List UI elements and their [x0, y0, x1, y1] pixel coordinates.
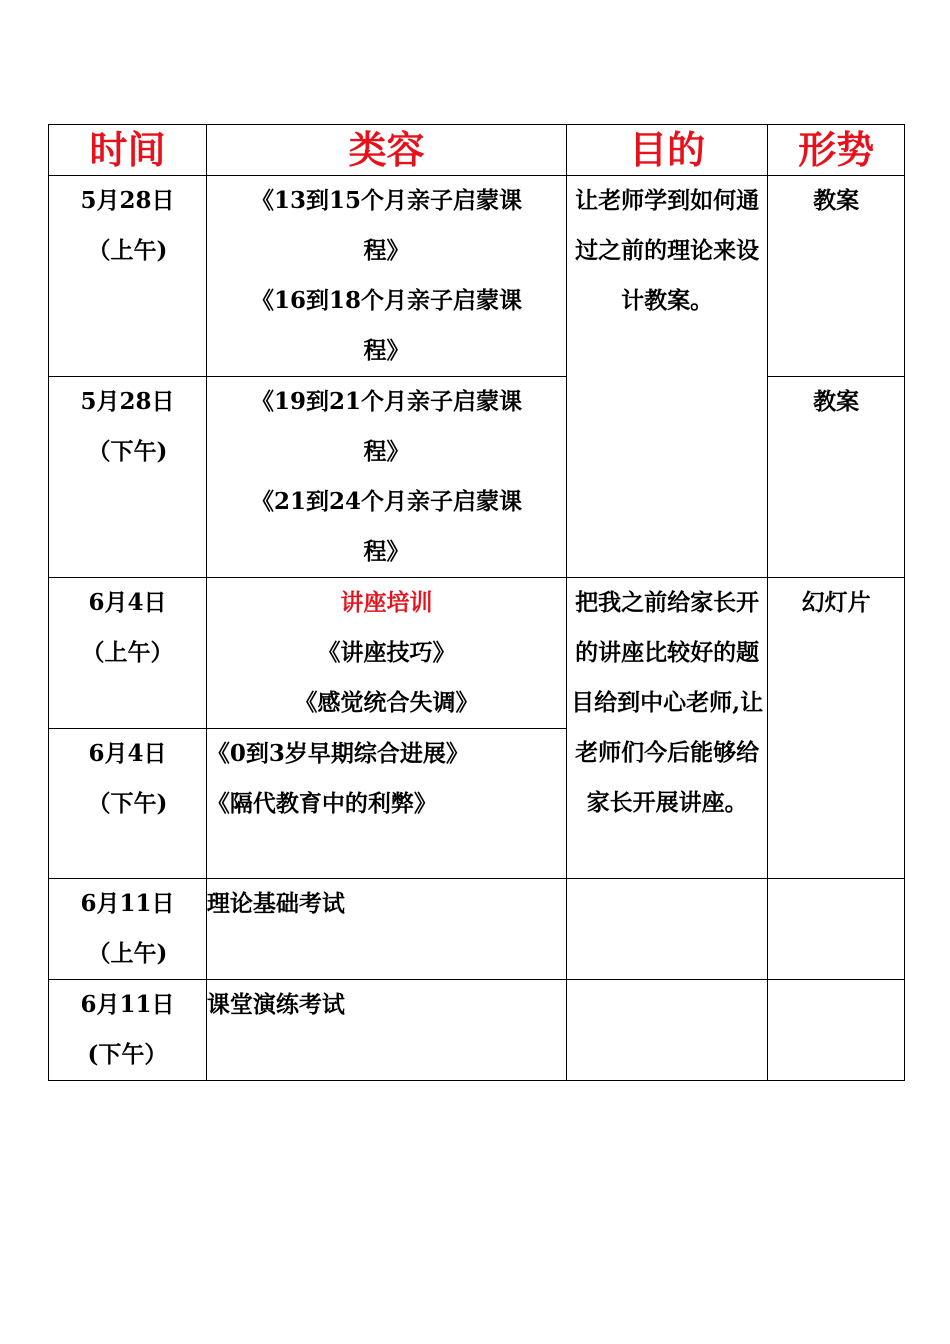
content-line: 《16到18个月亲子启蒙课: [250, 287, 522, 314]
content-cell: [206, 729, 566, 879]
content-line: 程》: [363, 337, 410, 364]
period-text: （上午): [87, 940, 168, 967]
header-content: 类容: [206, 125, 566, 176]
form-cell: 教案: [768, 377, 905, 578]
content-line: 《19到21个月亲子启蒙课: [250, 388, 522, 415]
content-cell: [206, 176, 566, 377]
date-text: 6月4日: [88, 740, 167, 767]
content-line: 《隔代教育中的利弊》: [206, 790, 437, 817]
time-cell: [49, 729, 207, 879]
content-line: 《0到3岁早期综合进展》: [206, 740, 469, 767]
goal-cell: 让老师学到如何通过之前的理论来设计教案。: [567, 176, 768, 578]
header-time: 时间: [49, 125, 207, 176]
content-cell: [206, 578, 566, 729]
form-cell-empty: [768, 879, 905, 980]
goal-cell-empty: [567, 980, 768, 1081]
table-row: [49, 879, 905, 980]
content-line: 理论基础考试: [206, 890, 345, 917]
content-line: 《讲座技巧》: [317, 639, 456, 666]
header-goal: 目的: [567, 125, 768, 176]
period-text: （下午): [87, 790, 168, 817]
content-line: 《13到15个月亲子启蒙课: [250, 187, 522, 214]
content-cell: [206, 980, 566, 1081]
period-text: （上午）: [81, 639, 174, 666]
content-line: 程》: [363, 438, 410, 465]
goal-cell-empty: [567, 879, 768, 980]
form-cell-empty: [768, 980, 905, 1081]
content-line: 课堂演练考试: [206, 991, 345, 1018]
goal-cell: 把我之前给家长开的讲座比较好的题目给到中心老师,让老师们今后能够给家长开展讲座。: [567, 578, 768, 879]
content-cell: [206, 377, 566, 578]
content-line: 《感觉统合失调》: [294, 689, 479, 716]
header-form: 形势: [768, 125, 905, 176]
schedule-table: [48, 124, 905, 1081]
period-text: （下午): [87, 438, 168, 465]
table-row: [49, 377, 905, 578]
content-line: 程》: [363, 538, 410, 565]
period-text: （上午): [87, 237, 168, 264]
time-cell: [49, 980, 207, 1081]
content-line: 程》: [363, 237, 410, 264]
content-title: 讲座培训: [340, 589, 433, 616]
date-text: 6月11日: [80, 890, 175, 917]
date-text: 5月28日: [80, 187, 175, 214]
table-row: [49, 980, 905, 1081]
form-cell: 幻灯片: [768, 578, 905, 879]
content-line: 《21到24个月亲子启蒙课: [250, 488, 522, 515]
form-cell: 教案: [768, 176, 905, 377]
date-text: 6月11日: [80, 991, 175, 1018]
time-cell: [49, 879, 207, 980]
time-cell: [49, 176, 207, 377]
time-cell: [49, 377, 207, 578]
period-text: (下午）: [87, 1041, 168, 1068]
date-text: 5月28日: [80, 388, 175, 415]
table-header-row: [49, 125, 905, 176]
table-row: [49, 578, 905, 729]
date-text: 6月4日: [88, 589, 167, 616]
table-row: [49, 176, 905, 377]
content-cell: [206, 879, 566, 980]
time-cell: [49, 578, 207, 729]
